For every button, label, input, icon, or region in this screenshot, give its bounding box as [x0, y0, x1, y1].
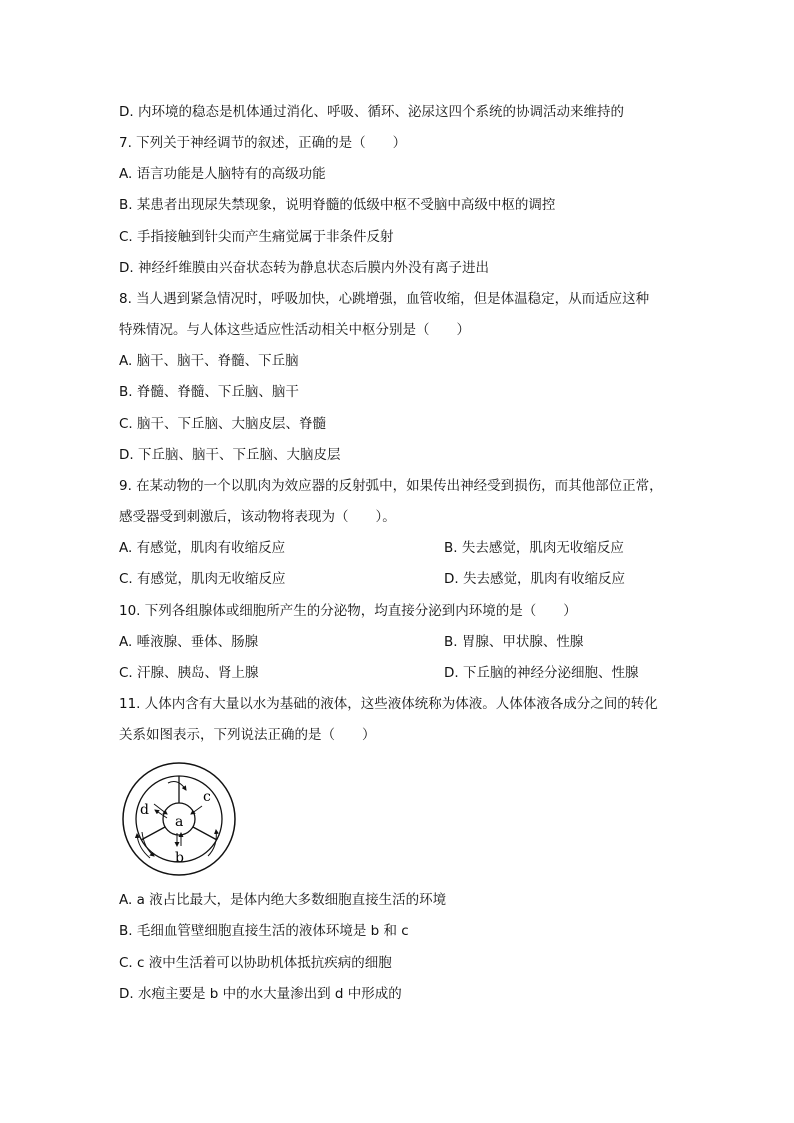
body-fluid-diagram [120, 760, 238, 878]
option-8c: C. 脑干、下丘脑、大脑皮层、脊髓 [119, 416, 327, 432]
arrow-d-a [154, 804, 167, 814]
option-7b: B. 某患者出现尿失禁现象，说明脊髓的低级中枢不受脑中高级中枢的调控 [119, 197, 556, 213]
option-10b: B. 胃腺、甲状腺、性腺 [444, 634, 584, 650]
label-a: a [175, 814, 184, 830]
option-9d: D. 失去感觉，肌肉有收缩反应 [444, 571, 625, 587]
label-d: d [140, 802, 149, 818]
question-7: 7. 下列关于神经调节的叙述，正确的是（ ） [119, 135, 407, 151]
option-9b: B. 失去感觉，肌肉无收缩反应 [444, 540, 624, 556]
option-8a: A. 脑干、脑干、脊髓、下丘脑 [119, 353, 299, 369]
option-7a: A. 语言功能是人脑特有的高级功能 [119, 166, 326, 182]
question-8: 8. 当人遇到紧急情况时，呼吸加快，心跳增强，血管收缩，但是体温稳定，从而适应这种 [119, 291, 650, 307]
option-9a: A. 有感觉，肌肉有收缩反应 [119, 540, 286, 556]
question-10: 10. 下列各组腺体或细胞所产生的分泌物，均直接分泌到内环境的是（ ） [119, 603, 577, 619]
label-b: b [175, 850, 184, 866]
divider-left [141, 827, 165, 840]
divider-right [193, 827, 217, 840]
label-c: c [203, 789, 211, 805]
question-11: 11. 人体内含有大量以水为基础的液体，这些液体统称为体液。人体体液各成分之间的转化 [119, 696, 658, 712]
option-10d: D. 下丘脑的神经分泌细胞、性腺 [444, 665, 639, 681]
option-11c: C. c 液中生活着可以协助机体抵抗疾病的细胞 [119, 955, 392, 971]
option-11b: B. 毛细血管壁细胞直接生活的液体环境是 b 和 c [119, 923, 409, 939]
option-8b: B. 脊髓、脊髓、下丘脑、脑干 [119, 384, 299, 400]
question-9: 9. 在某动物的一个以肌肉为效应器的反射弧中，如果传出神经受到损伤，而其他部位正常， [119, 478, 663, 494]
question-11-cont: 关系如图表示，下列说法正确的是（ ） [119, 727, 376, 743]
option-9c: C. 有感觉，肌肉无收缩反应 [119, 571, 286, 587]
arrow-top [168, 782, 186, 790]
option-10c: C. 汗腺、胰岛、肾上腺 [119, 665, 259, 681]
option-7c: C. 手指接触到针尖而产生痛觉属于非条件反射 [119, 229, 394, 245]
line-d6: D. 内环境的稳态是机体通过消化、呼吸、循环、泌尿这四个系统的协调活动来维持的 [119, 104, 624, 120]
option-8d: D. 下丘脑、脑干、下丘脑、大脑皮层 [119, 447, 341, 463]
option-10a: A. 唾液腺、垂体、肠腺 [119, 634, 259, 650]
question-8-cont: 特殊情况。与人体这些适应性活动相关中枢分别是（ ） [119, 322, 470, 338]
arrow-right [208, 830, 216, 856]
option-11d: D. 水疱主要是 b 中的水大量渗出到 d 中形成的 [119, 986, 402, 1002]
option-11a: A. a 液占比最大，是体内绝大多数细胞直接生活的环境 [119, 892, 447, 908]
option-7d: D. 神经纤维膜由兴奋状态转为静息状态后膜内外没有离子进出 [119, 260, 489, 276]
question-9-cont: 感受器受到刺激后，该动物将表现为（ ）。 [119, 509, 396, 525]
